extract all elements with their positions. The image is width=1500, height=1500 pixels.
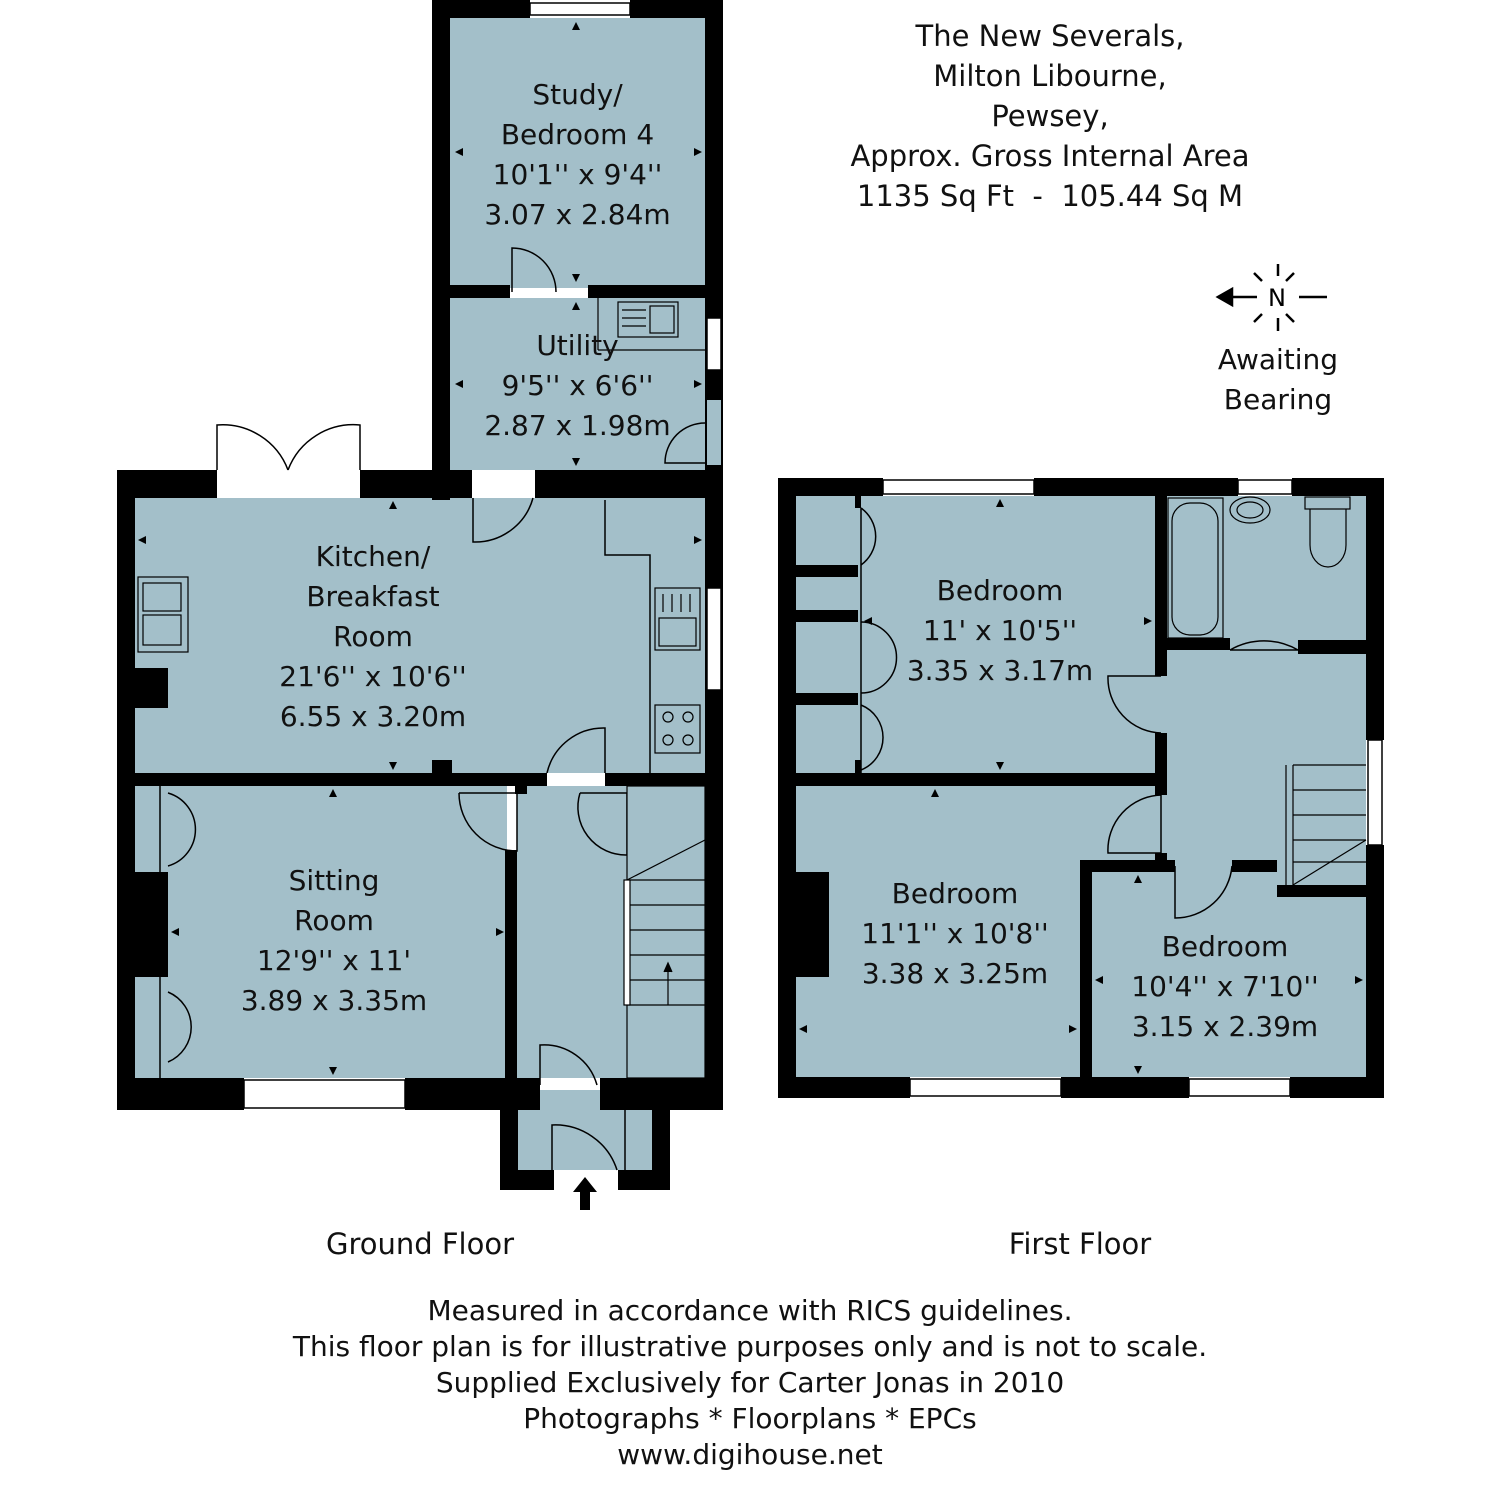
room-label-bedroom-top	[870, 571, 1130, 691]
footer-line-4: Photographs * Floorplans * EPCs	[523, 1402, 977, 1435]
room-dimensions-imperial: 9'5'' x 6'6''	[501, 369, 654, 402]
footer-notes	[150, 1293, 1350, 1473]
area-value: 1135 Sq Ft - 105.44 Sq M	[856, 179, 1244, 213]
room-label-kitchen	[223, 537, 523, 737]
room-dimensions-imperial: 10'1'' x 9'4''	[492, 158, 663, 191]
room-label-bedroom-mid	[825, 874, 1085, 994]
room-dimensions-metric: 3.89 x 3.35m	[240, 984, 428, 1017]
room-name: Bedroom	[891, 877, 1019, 910]
footer-line-2: This floor plan is for illustrative purposes only and is not to scale.	[292, 1330, 1208, 1363]
room-label-sitting	[184, 861, 484, 1021]
address-line-3: Pewsey,	[991, 99, 1109, 133]
area-label: Approx. Gross Internal Area	[850, 139, 1250, 173]
ground-stairs	[624, 786, 705, 1078]
footer-line-1: Measured in accordance with RICS guidelines.	[427, 1294, 1073, 1327]
property-header	[840, 16, 1260, 216]
room-dimensions-metric: 3.38 x 3.25m	[861, 957, 1049, 990]
room-name: Breakfast	[306, 580, 440, 613]
room-dimensions-imperial: 11'1'' x 10'8''	[861, 917, 1049, 950]
address-line-1: The New Severals,	[915, 19, 1185, 53]
room-name: Bedroom	[936, 574, 1064, 607]
room-dimensions-metric: 2.87 x 1.98m	[484, 409, 671, 442]
compass-label-line-2: Bearing	[1223, 383, 1333, 416]
room-name: Utility	[536, 329, 619, 362]
room-label-bedroom-small	[1095, 927, 1355, 1047]
room-name: Bedroom	[1161, 930, 1289, 963]
room-dimensions-imperial: 11' x 10'5''	[922, 614, 1078, 647]
room-name: Bedroom 4	[500, 118, 655, 151]
room-dimensions-metric: 3.07 x 2.84m	[484, 198, 671, 231]
room-dimensions-metric: 3.35 x 3.17m	[906, 654, 1094, 687]
compass-label-line-1: Awaiting	[1217, 343, 1339, 376]
room-name: Room	[333, 620, 413, 653]
room-dimensions-imperial: 21'6'' x 10'6''	[279, 660, 467, 693]
room-dimensions-imperial: 12'9'' x 11'	[256, 944, 412, 977]
room-label-study	[455, 75, 700, 235]
room-dimensions-metric: 6.55 x 3.20m	[279, 700, 467, 733]
room-name: Sitting	[288, 864, 380, 897]
first-floor-title: First Floor	[1008, 1227, 1152, 1261]
entrance-arrow-icon	[573, 1177, 597, 1210]
room-name: Study/	[532, 78, 623, 111]
footer-line-3: Supplied Exclusively for Carter Jonas in 2010	[435, 1366, 1065, 1399]
footer-line-5: www.digihouse.net	[617, 1438, 883, 1471]
room-name: Room	[294, 904, 374, 937]
compass-label	[1198, 340, 1358, 420]
ground-floor-title: Ground Floor	[325, 1227, 515, 1261]
compass-letter: N	[1268, 284, 1286, 312]
room-dimensions-imperial: 10'4'' x 7'10''	[1131, 970, 1319, 1003]
address-line-2: Milton Libourne,	[933, 59, 1167, 93]
room-dimensions-metric: 3.15 x 2.39m	[1131, 1010, 1319, 1043]
room-label-utility	[455, 326, 700, 446]
room-name: Kitchen/	[315, 540, 431, 573]
